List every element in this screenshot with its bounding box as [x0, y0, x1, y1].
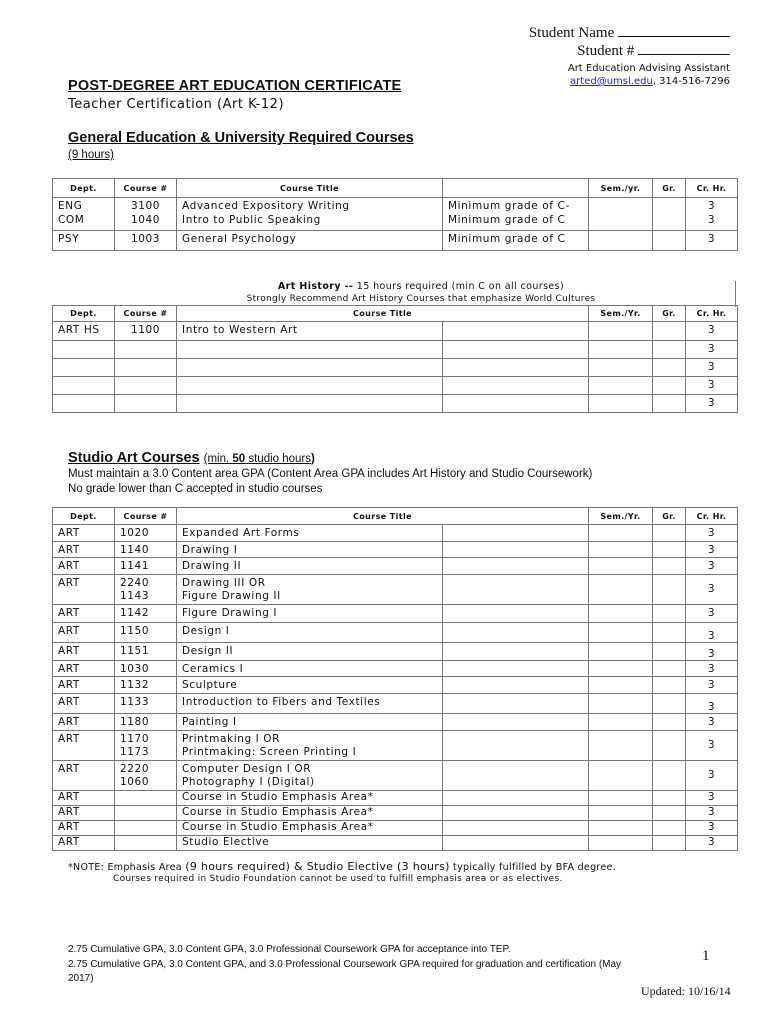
- title-cell: Course in Studio Emphasis Area*: [177, 805, 443, 820]
- table-row: [53, 558, 738, 575]
- note-cell: [443, 359, 589, 377]
- dept-cell: ART: [53, 790, 115, 805]
- grade-cell[interactable]: [653, 693, 686, 713]
- grade-requirement: Minimum grade of C: [443, 231, 589, 251]
- page-title: POST-DEGREE ART EDUCATION CERTIFICATE: [68, 78, 402, 94]
- divider: [735, 281, 736, 307]
- studio-art-heading: [68, 450, 315, 466]
- col-dept: Dept.: [53, 306, 115, 322]
- credit-cell: 3: [686, 525, 738, 542]
- note-cell: [443, 760, 589, 790]
- note-emphasis-hours: (9 hours required): [185, 860, 291, 873]
- grade-cell[interactable]: [653, 790, 686, 805]
- sem-cell[interactable]: [589, 660, 653, 677]
- title-cell: Drawing I: [177, 541, 443, 558]
- grade-cell[interactable]: [653, 322, 686, 341]
- student-number-field[interactable]: [577, 42, 730, 60]
- title-cell: Expanded Art Forms: [177, 525, 443, 542]
- credit-cell: 3: [686, 713, 738, 730]
- note-prefix: *NOTE: Emphasis Area: [68, 862, 186, 873]
- sem-cell[interactable]: [589, 604, 653, 622]
- sem-cell[interactable]: [589, 835, 653, 850]
- dept-cell: ART: [53, 660, 115, 677]
- grade-cell[interactable]: [653, 541, 686, 558]
- title-cell: Photography I (Digital): [182, 776, 315, 788]
- grade-cell[interactable]: [653, 525, 686, 542]
- title-cell: Computer Design I OR: [182, 762, 312, 775]
- note-cell: [443, 790, 589, 805]
- table-row: [53, 760, 738, 790]
- grade-cell[interactable]: [653, 558, 686, 575]
- emphasis-note: [68, 860, 616, 873]
- table-row: [53, 322, 738, 341]
- credit-cell: 3: [686, 231, 738, 251]
- dept-cell: ART: [53, 820, 115, 835]
- page-number: 1: [702, 948, 710, 964]
- note-cell: [443, 835, 589, 850]
- credit-cell: 3: [686, 790, 738, 805]
- dept-cell: ART: [53, 622, 115, 642]
- art-history-title: Art History --: [277, 281, 354, 292]
- studio-min-hours: 50: [232, 453, 246, 465]
- course-cell[interactable]: [115, 835, 177, 850]
- title-cell: Intro to Western Art: [177, 322, 443, 341]
- title-cell[interactable]: [177, 341, 443, 359]
- dept-cell: ENG: [58, 200, 83, 212]
- grade-cell[interactable]: [653, 377, 686, 395]
- sem-cell[interactable]: [589, 805, 653, 820]
- dept-cell: ART: [53, 730, 115, 760]
- title-cell[interactable]: [177, 395, 443, 413]
- dept-cell: ART: [53, 558, 115, 575]
- credit-cell: 3: [686, 359, 738, 377]
- grade-cell[interactable]: [653, 341, 686, 359]
- sem-cell[interactable]: [589, 574, 653, 604]
- sem-cell[interactable]: [589, 677, 653, 694]
- note-cell: [443, 660, 589, 677]
- grade-cell[interactable]: [653, 760, 686, 790]
- course-cell: 1040: [130, 213, 161, 226]
- grade-cell[interactable]: [653, 604, 686, 622]
- art-history-requirement: 15 hours required (min C on all courses): [353, 281, 565, 292]
- col-title: Course Title: [177, 508, 589, 525]
- note-cell: [443, 558, 589, 575]
- grade-cell[interactable]: [653, 642, 686, 660]
- title-cell: Drawing II: [177, 558, 443, 575]
- dept-cell: ART HS: [53, 322, 115, 341]
- sem-cell[interactable]: [589, 713, 653, 730]
- col-grade: Gr.: [653, 179, 686, 198]
- table-row: [53, 730, 738, 760]
- sem-cell[interactable]: [589, 198, 653, 231]
- col-sem: Sem./Yr.: [589, 508, 653, 525]
- art-history-table: [52, 305, 738, 413]
- title-cell: Printmaking I OR: [182, 732, 281, 745]
- grade-requirement: Minimum grade of C: [448, 213, 566, 226]
- studio-min-open: (min.: [203, 453, 233, 465]
- table-row: [53, 622, 738, 642]
- credit-cell: 3: [686, 642, 738, 660]
- dept-cell: ART: [53, 677, 115, 694]
- advisor-email-link[interactable]: arted@umsl.edu: [570, 76, 653, 87]
- course-cell[interactable]: [115, 790, 177, 805]
- course-cell: 1180: [115, 713, 177, 730]
- title-cell: Printmaking: Screen Printing I: [182, 746, 357, 758]
- dept-cell[interactable]: [53, 359, 115, 377]
- student-name-blank[interactable]: [618, 24, 730, 37]
- grade-cell[interactable]: [653, 820, 686, 835]
- course-cell[interactable]: [115, 395, 177, 413]
- sem-cell[interactable]: [589, 231, 653, 251]
- col-credit: Cr. Hr.: [686, 508, 738, 525]
- note-cell: [443, 713, 589, 730]
- art-history-subtitle: Strongly Recommend Art History Courses that emphasize World Cultures: [246, 294, 596, 304]
- table-header-row: [53, 306, 738, 322]
- course-cell: 3100: [130, 200, 161, 212]
- note-cell: [443, 541, 589, 558]
- table-row: [53, 341, 738, 359]
- grade-cell[interactable]: [653, 805, 686, 820]
- course-cell[interactable]: [115, 820, 177, 835]
- general-education-table: [52, 178, 738, 251]
- title-cell: Figure Drawing I: [177, 604, 443, 622]
- dept-cell: ART: [53, 541, 115, 558]
- dept-cell: COM: [58, 213, 85, 226]
- course-cell[interactable]: [115, 359, 177, 377]
- dept-cell: ART: [53, 835, 115, 850]
- credit-cell: 3: [707, 213, 716, 226]
- studio-art-table: [52, 507, 738, 851]
- col-dept: Dept.: [53, 179, 115, 198]
- dept-cell: ART: [53, 693, 115, 713]
- course-cell: 1140: [115, 541, 177, 558]
- course-cell[interactable]: [115, 341, 177, 359]
- course-cell: 1133: [115, 693, 177, 713]
- credit-cell: 3: [686, 622, 738, 642]
- credit-cell: 3: [686, 377, 738, 395]
- note-cell: [443, 820, 589, 835]
- title-cell: Design II: [177, 642, 443, 660]
- credit-cell: 3: [686, 693, 738, 713]
- col-note: [443, 179, 589, 198]
- title-cell: Figure Drawing II: [182, 590, 281, 602]
- credit-cell: 3: [686, 660, 738, 677]
- grade-cell[interactable]: [653, 231, 686, 251]
- studio-gpa-rule: Must maintain a 3.0 Content area GPA (Content Area GPA includes Art History and Studio Coursework): [68, 468, 593, 480]
- title-cell: Course in Studio Emphasis Area*: [177, 820, 443, 835]
- credit-cell: 3: [686, 835, 738, 850]
- dept-cell: ART: [53, 525, 115, 542]
- sem-cell[interactable]: [589, 558, 653, 575]
- table-row: [53, 677, 738, 694]
- table-header-row: [53, 179, 738, 198]
- credit-cell: 3: [686, 541, 738, 558]
- grade-cell[interactable]: [653, 713, 686, 730]
- dept-cell: ART: [53, 760, 115, 790]
- credit-cell: 3: [686, 604, 738, 622]
- advisor-phone: , 314-516-7296: [652, 76, 730, 87]
- note-middle: & Studio Elective: [290, 860, 398, 873]
- note-cell: [443, 341, 589, 359]
- note-cell: [443, 525, 589, 542]
- grade-cell[interactable]: [653, 730, 686, 760]
- general-education-heading: General Education & University Required Courses: [68, 130, 414, 146]
- credit-cell: 3: [686, 805, 738, 820]
- grade-cell[interactable]: [653, 574, 686, 604]
- course-cell: 1060: [120, 776, 150, 788]
- table-row: [53, 604, 738, 622]
- course-cell: 1151: [115, 642, 177, 660]
- course-cell: 1142: [115, 604, 177, 622]
- credit-cell: 3: [686, 395, 738, 413]
- grade-cell[interactable]: [653, 677, 686, 694]
- sem-cell[interactable]: [589, 642, 653, 660]
- sem-cell[interactable]: [589, 622, 653, 642]
- course-cell: 2240: [120, 576, 150, 589]
- title-cell: Design I: [177, 622, 443, 642]
- col-title: Course Title: [177, 306, 589, 322]
- note-cell: [443, 805, 589, 820]
- sem-cell[interactable]: [589, 790, 653, 805]
- note-cell: [443, 377, 589, 395]
- table-row: [53, 377, 738, 395]
- student-number-label: Student #: [577, 43, 635, 59]
- col-course: Course #: [115, 508, 177, 525]
- table-row: [53, 820, 738, 835]
- table-row: [53, 395, 738, 413]
- table-row: [53, 790, 738, 805]
- title-cell: Intro to Public Speaking: [182, 213, 321, 226]
- sem-cell[interactable]: [589, 541, 653, 558]
- sem-cell[interactable]: [589, 359, 653, 377]
- studio-grade-rule: No grade lower than C accepted in studio courses: [68, 483, 323, 495]
- col-credit: Cr. Hr.: [686, 306, 738, 322]
- studio-heading-text: Studio Art Courses: [68, 450, 200, 466]
- table-row: [53, 693, 738, 713]
- grade-cell[interactable]: [653, 395, 686, 413]
- col-dept: Dept.: [53, 508, 115, 525]
- note-cell: [443, 574, 589, 604]
- dept-cell: PSY: [53, 231, 115, 251]
- title-cell[interactable]: [177, 377, 443, 395]
- col-course: Course #: [115, 306, 177, 322]
- sem-cell[interactable]: [589, 322, 653, 341]
- note-cell: [443, 642, 589, 660]
- art-history-heading: [110, 281, 732, 292]
- table-row: [53, 642, 738, 660]
- title-cell: Advanced Expository Writing: [182, 200, 350, 212]
- grade-cell[interactable]: [653, 622, 686, 642]
- table-row: [53, 359, 738, 377]
- note-cell: [443, 730, 589, 760]
- student-name-label: Student Name: [528, 25, 615, 41]
- col-credit: Cr. Hr.: [686, 179, 738, 198]
- course-cell: 1132: [115, 677, 177, 694]
- note-cell: [443, 604, 589, 622]
- dept-cell[interactable]: [53, 341, 115, 359]
- title-cell: Course in Studio Emphasis Area*: [177, 790, 443, 805]
- credit-cell: 3: [686, 322, 738, 341]
- sem-cell[interactable]: [589, 693, 653, 713]
- course-cell: 1141: [115, 558, 177, 575]
- credit-cell: 3: [686, 730, 738, 760]
- course-cell[interactable]: [115, 805, 177, 820]
- studio-min-close: studio hours: [245, 453, 312, 465]
- course-cell[interactable]: [115, 377, 177, 395]
- table-row: [53, 525, 738, 542]
- student-name-field[interactable]: [529, 24, 730, 42]
- sem-cell[interactable]: [589, 760, 653, 790]
- title-cell: Studio Elective: [177, 835, 443, 850]
- col-sem: Sem./yr.: [589, 179, 653, 198]
- course-cell: 1170: [120, 732, 150, 745]
- dept-cell: ART: [53, 604, 115, 622]
- course-cell: 2220: [120, 762, 150, 775]
- note-cell: [443, 322, 589, 341]
- title-cell: Ceramics I: [177, 660, 443, 677]
- credit-cell: 3: [707, 200, 716, 212]
- title-cell: Painting I: [177, 713, 443, 730]
- page-subtitle: Teacher Certification (Art K-12): [68, 97, 285, 112]
- table-row: [53, 835, 738, 850]
- tep-acceptance-requirement: 2.75 Cumulative GPA, 3.0 Content GPA, 3.0 Professional Coursework GPA for acceptance into TEP.: [68, 944, 511, 955]
- col-grade: Gr.: [653, 508, 686, 525]
- note-cell: [443, 677, 589, 694]
- table-row: [53, 231, 738, 251]
- note-elective-hours: (3 hours): [397, 860, 450, 873]
- title-cell: Drawing III OR: [182, 576, 266, 589]
- dept-cell: ART: [53, 713, 115, 730]
- updated-date: Updated: 10/16/14: [641, 984, 731, 998]
- note-suffix: typically fulfilled by BFA degree.: [449, 862, 617, 873]
- grade-cell[interactable]: [653, 359, 686, 377]
- grade-cell[interactable]: [653, 198, 686, 231]
- col-grade: Gr.: [653, 306, 686, 322]
- foundation-note: Courses required in Studio Foundation cannot be used to fulfill emphasis area or as electives.: [113, 874, 563, 884]
- grade-requirement: Minimum grade of C-: [448, 200, 570, 212]
- table-row: [53, 198, 738, 231]
- title-cell: General Psychology: [177, 231, 443, 251]
- advisor-title: Art Education Advising Assistant: [567, 63, 730, 74]
- course-cell: 1143: [120, 590, 150, 602]
- credit-cell: 3: [686, 820, 738, 835]
- sem-cell[interactable]: [589, 395, 653, 413]
- course-cell: 1003: [115, 231, 177, 251]
- table-header-row: [53, 508, 738, 525]
- student-number-blank[interactable]: [638, 42, 730, 55]
- course-cell: 1173: [120, 746, 150, 758]
- note-cell: [443, 395, 589, 413]
- dept-cell[interactable]: [53, 377, 115, 395]
- table-row: [53, 660, 738, 677]
- table-row: [53, 713, 738, 730]
- grade-cell[interactable]: [653, 660, 686, 677]
- dept-cell: ART: [53, 642, 115, 660]
- col-title: Course Title: [177, 179, 443, 198]
- credit-cell: 3: [686, 677, 738, 694]
- note-cell: [443, 693, 589, 713]
- sem-cell[interactable]: [589, 341, 653, 359]
- grade-cell[interactable]: [653, 835, 686, 850]
- table-row: [53, 541, 738, 558]
- sem-cell[interactable]: [589, 525, 653, 542]
- course-cell: 1100: [115, 322, 177, 341]
- studio-min-paren: ): [311, 453, 315, 465]
- credit-cell: 3: [686, 341, 738, 359]
- title-cell[interactable]: [177, 359, 443, 377]
- note-cell: [443, 622, 589, 642]
- title-cell: Introduction to Fibers and Textiles: [177, 693, 443, 713]
- credit-cell: 3: [686, 760, 738, 790]
- dept-cell: ART: [53, 574, 115, 604]
- dept-cell[interactable]: [53, 395, 115, 413]
- sem-cell[interactable]: [589, 730, 653, 760]
- credit-cell: 3: [686, 558, 738, 575]
- general-education-hours: (9 hours): [68, 149, 115, 161]
- credit-cell: 3: [686, 574, 738, 604]
- advisor-contact: [568, 62, 730, 88]
- dept-cell: ART: [53, 805, 115, 820]
- sem-cell[interactable]: [589, 820, 653, 835]
- course-cell: 1150: [115, 622, 177, 642]
- title-cell: Sculpture: [177, 677, 443, 694]
- course-cell: 1030: [115, 660, 177, 677]
- col-course: Course #: [115, 179, 177, 198]
- table-row: [53, 574, 738, 604]
- graduation-requirement: 2.75 Cumulative GPA, 3.0 Content GPA, and 3.0 Professional Coursework GPA required for graduation and certification (May 2017): [68, 959, 622, 984]
- col-sem: Sem./Yr.: [589, 306, 653, 322]
- course-cell: 1020: [115, 525, 177, 542]
- sem-cell[interactable]: [589, 377, 653, 395]
- table-row: [53, 805, 738, 820]
